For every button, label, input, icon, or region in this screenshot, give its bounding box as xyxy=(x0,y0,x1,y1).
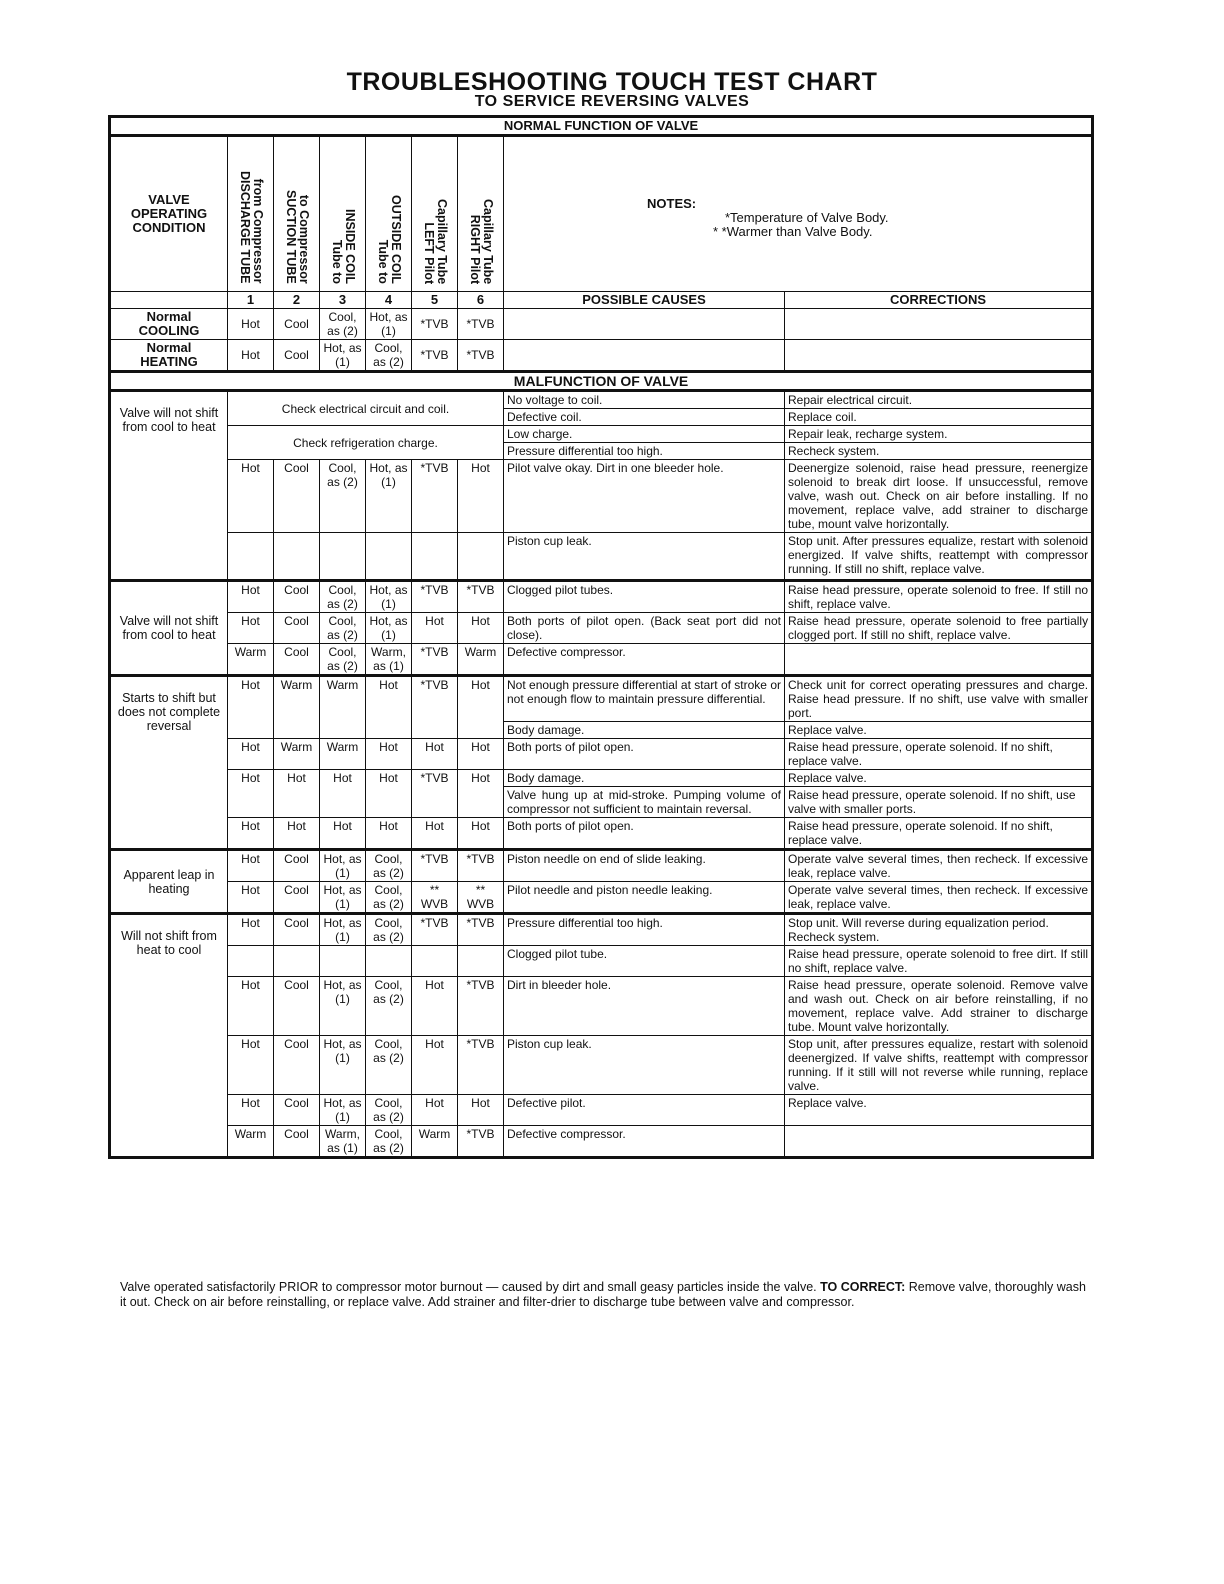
table-cell: *TVB xyxy=(458,850,504,882)
table-cell: Hot xyxy=(228,977,274,1036)
table-cell: Cool xyxy=(274,1036,320,1095)
table-cell: Warm xyxy=(228,1126,274,1158)
table-row xyxy=(110,850,1093,882)
table-cell: *TVB xyxy=(412,770,458,818)
col-number: 2 xyxy=(274,292,320,309)
table-cell: Hot xyxy=(228,818,274,850)
note-tvb: *Temperature of Valve Body. xyxy=(725,210,889,225)
table-cell: Hot, as (1) xyxy=(366,309,412,340)
table-row xyxy=(110,533,1093,581)
group-condition: Valve will not shift from cool to heat xyxy=(110,391,228,581)
table-cell: Hot xyxy=(458,460,504,533)
cause-cell: Defective coil. xyxy=(504,409,785,426)
table-cell: Hot, as (1) xyxy=(366,613,412,644)
table-cell: Warm xyxy=(320,739,366,770)
cause-cell: Dirt in bleeder hole. xyxy=(504,977,785,1036)
table-cell: Hot xyxy=(366,739,412,770)
cause-cell: Low charge. xyxy=(504,426,785,443)
table-cell: Hot xyxy=(228,676,274,739)
fix-cell: Replace valve. xyxy=(785,722,1093,739)
fix-cell: Raise head pressure, operate solenoid. If no shift, replace valve. xyxy=(785,818,1093,850)
troubleshooting-table xyxy=(108,115,1094,1159)
fix-cell: Stop unit. Will reverse during equalization period. Recheck system. xyxy=(785,914,1093,946)
table-row xyxy=(110,309,1093,340)
table-cell: Cool, as (2) xyxy=(366,340,412,372)
table-cell: Hot xyxy=(366,676,412,739)
table-cell: *TVB xyxy=(412,309,458,340)
table-row xyxy=(110,770,1093,787)
table-cell: Hot, as (1) xyxy=(320,850,366,882)
check-electrical: Check electrical circuit and coil. xyxy=(228,391,504,426)
note-wvb: * *Warmer than Valve Body. xyxy=(713,224,873,239)
table-cell: Cool xyxy=(274,460,320,533)
col-right-pilot-header: RIGHT Pilot Capillary Tube xyxy=(458,136,504,292)
table-cell: Cool, as (2) xyxy=(320,309,366,340)
table-cell: Hot xyxy=(228,850,274,882)
table-cell: Hot, as (1) xyxy=(320,914,366,946)
cause-cell: Piston cup leak. xyxy=(504,533,785,581)
table-cell: Hot xyxy=(412,1036,458,1095)
malfunction-header: MALFUNCTION OF VALVE xyxy=(110,372,1093,391)
table-cell: Cool xyxy=(274,1126,320,1158)
col-suction-header: SUCTION TUBE to Compressor xyxy=(274,136,320,292)
cause-cell: Clogged pilot tube. xyxy=(504,946,785,977)
table-cell: *TVB xyxy=(412,460,458,533)
cause-cell: Defective compressor. xyxy=(504,644,785,676)
cause-cell: No voltage to coil. xyxy=(504,391,785,409)
table-cell: Hot xyxy=(366,770,412,818)
table-cell: Hot, as (1) xyxy=(366,581,412,613)
cause-cell: Pressure differential too high. xyxy=(504,914,785,946)
col-number: 5 xyxy=(412,292,458,309)
table-cell: Hot xyxy=(458,613,504,644)
col-discharge-header: DISCHARGE TUBE from Compressor xyxy=(228,136,274,292)
fix-cell: Raise head pressure, operate solenoid to free dirt. If still no shift, replace valve. xyxy=(785,946,1093,977)
table-cell: ** WVB xyxy=(412,882,458,914)
cause-cell: Pressure differential too high. xyxy=(504,443,785,460)
table-row xyxy=(110,818,1093,850)
cause-cell: Not enough pressure differential at start of stroke or not enough flow to maintain pressure differential. xyxy=(504,676,785,722)
table-cell: Hot xyxy=(274,770,320,818)
table-row xyxy=(110,1036,1093,1095)
table-cell: Cool, as (2) xyxy=(320,460,366,533)
table-cell: Cool xyxy=(274,1095,320,1126)
col-number: 3 xyxy=(320,292,366,309)
table-cell: Hot, as (1) xyxy=(320,340,366,372)
table-cell: Cool, as (2) xyxy=(366,1095,412,1126)
cause-cell: Defective compressor. xyxy=(504,1126,785,1158)
cause-cell: Pilot needle and piston needle leaking. xyxy=(504,882,785,914)
table-cell: Hot xyxy=(458,770,504,818)
table-cell: Cool, as (2) xyxy=(320,644,366,676)
table-cell: Hot, as (1) xyxy=(320,977,366,1036)
table-cell: *TVB xyxy=(412,644,458,676)
normal-heating-label: Normal HEATING xyxy=(110,340,228,372)
table-cell: Hot xyxy=(412,818,458,850)
table-cell: Cool, as (2) xyxy=(366,1126,412,1158)
table-row xyxy=(110,391,1093,409)
fix-cell: Repair electrical circuit. xyxy=(785,391,1093,409)
group-condition: Will not shift from heat to cool xyxy=(110,914,228,1158)
normal-function-header: NORMAL FUNCTION OF VALVE xyxy=(110,117,1093,136)
table-cell: Cool xyxy=(274,644,320,676)
table-cell: Hot xyxy=(458,1095,504,1126)
table-row xyxy=(110,340,1093,372)
table-cell: Hot, as (1) xyxy=(320,1095,366,1126)
table-cell: Warm xyxy=(274,676,320,739)
table-cell: *TVB xyxy=(458,581,504,613)
fix-cell: Replace valve. xyxy=(785,1095,1093,1126)
col-outside-coil-header: Tube to OUTSIDE COIL xyxy=(366,136,412,292)
fix-cell: Operate valve several times, then recheck. If excessive leak, replace valve. xyxy=(785,850,1093,882)
table-cell: Warm xyxy=(228,644,274,676)
table-cell: Hot xyxy=(228,309,274,340)
table-cell: Hot xyxy=(228,882,274,914)
check-refrigeration: Check refrigeration charge. xyxy=(228,426,504,460)
fix-cell: Operate valve several times, then recheck. If excessive leak, replace valve. xyxy=(785,882,1093,914)
group-condition: Starts to shift but does not complete reversal xyxy=(110,676,228,850)
table-row xyxy=(110,739,1093,770)
table-cell: Hot xyxy=(412,977,458,1036)
table-cell: Hot xyxy=(458,676,504,739)
table-cell: Warm, as (1) xyxy=(366,644,412,676)
col-left-pilot-header: LEFT Pilot Capillary Tube xyxy=(412,136,458,292)
table-cell: Warm xyxy=(320,676,366,739)
footer-text: Remove valve, thoroughly wash it out. Check on air before reinstalling, or replace valve. Add strainer and filter-drier to discharge tube between valve and compressor. xyxy=(120,1280,1086,1309)
fix-cell: Raise head pressure, operate solenoid. Remove valve and wash out. Check on air before reinstalling, if no movement, replace valve. Add strainer to discharge tube. Mount valve horizontally. xyxy=(785,977,1093,1036)
fix-cell: Deenergize solenoid, raise head pressure, reenergize solenoid to break dirt loose. If unsuccessful, remove valve, wash out. Check on air before installing. If no movement, replace valve, add strainer to discharge tube, mount valve horizontally. xyxy=(785,460,1093,533)
notes-box xyxy=(504,136,1093,292)
cause-cell: Pilot valve okay. Dirt in one bleeder hole. xyxy=(504,460,785,533)
table-cell: *TVB xyxy=(458,340,504,372)
table-cell: Hot xyxy=(228,460,274,533)
column-header-row xyxy=(110,136,1093,292)
table-row xyxy=(110,1126,1093,1158)
table-row xyxy=(110,914,1093,946)
group-condition: Apparent leap in heating xyxy=(110,850,228,914)
table-cell: Cool xyxy=(274,581,320,613)
table-cell: Hot xyxy=(228,770,274,818)
table-cell: Hot xyxy=(228,340,274,372)
table-cell: Cool, as (2) xyxy=(366,977,412,1036)
condition-header: VALVE OPERATING CONDITION xyxy=(110,136,228,292)
normal-cooling-label: Normal COOLING xyxy=(110,309,228,340)
fix-cell: Stop unit, after pressures equalize, restart with solenoid deenergized. If valve shifts, reattempt with compressor running. If it still will not reverse while running, replace valve. xyxy=(785,1036,1093,1095)
table-row xyxy=(110,882,1093,914)
fix-cell: Recheck system. xyxy=(785,443,1093,460)
chart-subtitle: TO SERVICE REVERSING VALVES xyxy=(474,93,750,110)
cause-cell: Valve hung up at mid-stroke. Pumping volume of compressor not sufficient to maintain reversal. xyxy=(504,787,785,818)
table-cell: Hot xyxy=(228,581,274,613)
table-row xyxy=(110,946,1093,977)
group-condition: Valve will not shift from cool to heat xyxy=(110,581,228,676)
possible-causes-header: POSSIBLE CAUSES xyxy=(504,292,785,309)
table-cell: *TVB xyxy=(458,1126,504,1158)
table-cell: Cool xyxy=(274,340,320,372)
table-cell: Cool xyxy=(274,309,320,340)
table-cell: Hot xyxy=(320,770,366,818)
table-cell: *TVB xyxy=(458,1036,504,1095)
table-cell: Hot, as (1) xyxy=(320,1036,366,1095)
fix-cell xyxy=(785,1126,1093,1158)
table-row xyxy=(110,613,1093,644)
table-row xyxy=(110,676,1093,722)
cause-cell: Clogged pilot tubes. xyxy=(504,581,785,613)
table-cell: Hot xyxy=(366,818,412,850)
fix-cell: Replace valve. xyxy=(785,770,1093,787)
table-cell: Cool, as (2) xyxy=(366,1036,412,1095)
table-cell: Cool, as (2) xyxy=(366,850,412,882)
col-inside-coil-header: Tube to INSIDE COIL xyxy=(320,136,366,292)
fix-cell xyxy=(785,644,1093,676)
table-cell: Hot xyxy=(458,818,504,850)
table-cell: *TVB xyxy=(412,581,458,613)
table-cell: Hot xyxy=(412,613,458,644)
table-cell: *TVB xyxy=(458,977,504,1036)
cause-cell: Body damage. xyxy=(504,722,785,739)
table-cell: *TVB xyxy=(458,309,504,340)
table-cell: *TVB xyxy=(412,340,458,372)
table-row xyxy=(110,644,1093,676)
chart-title: TROUBLESHOOTING TOUCH TEST CHART xyxy=(346,68,878,96)
table-row xyxy=(110,581,1093,613)
fix-cell: Check unit for correct operating pressures and charge. Raise head pressure. If no shift, use valve with smaller port. xyxy=(785,676,1093,722)
table-cell: *TVB xyxy=(412,676,458,739)
table-cell: Hot xyxy=(228,1095,274,1126)
corrections-header: CORRECTIONS xyxy=(785,292,1093,309)
table-cell: Hot xyxy=(412,739,458,770)
fix-cell: Raise head pressure, operate solenoid to free partially clogged port. If still no shift, replace valve. xyxy=(785,613,1093,644)
table-cell: Warm, as (1) xyxy=(320,1126,366,1158)
table-cell: Cool xyxy=(274,977,320,1036)
notes-title: NOTES: xyxy=(647,196,697,211)
table-row xyxy=(110,977,1093,1036)
fix-cell: Raise head pressure, operate solenoid to free. If still no shift, replace valve. xyxy=(785,581,1093,613)
fix-cell: Raise head pressure, operate solenoid. If no shift, use valve with smaller ports. xyxy=(785,787,1093,818)
cause-cell: Both ports of pilot open. xyxy=(504,739,785,770)
table-cell: Hot xyxy=(412,1095,458,1126)
col-number: 4 xyxy=(366,292,412,309)
table-cell: Hot xyxy=(228,739,274,770)
col-number: 6 xyxy=(458,292,504,309)
table-cell: Cool, as (2) xyxy=(320,581,366,613)
table-cell: Warm xyxy=(274,739,320,770)
table-cell: Hot, as (1) xyxy=(366,460,412,533)
table-cell: Hot xyxy=(228,914,274,946)
fix-cell: Repair leak, recharge system. xyxy=(785,426,1093,443)
table-cell: Cool, as (2) xyxy=(366,882,412,914)
table-cell: *TVB xyxy=(412,850,458,882)
table-row xyxy=(110,1095,1093,1126)
table-cell: Hot xyxy=(228,613,274,644)
cause-cell: Piston needle on end of slide leaking. xyxy=(504,850,785,882)
table-cell: *TVB xyxy=(412,914,458,946)
footer-label: TO CORRECT: xyxy=(820,1280,906,1294)
table-cell: Cool, as (2) xyxy=(366,914,412,946)
table-cell: *TVB xyxy=(458,914,504,946)
column-number-row xyxy=(110,292,1093,309)
table-cell: Cool xyxy=(274,613,320,644)
cause-cell: Piston cup leak. xyxy=(504,1036,785,1095)
table-cell: Cool xyxy=(274,850,320,882)
table-cell: ** WVB xyxy=(458,882,504,914)
table-cell: Hot xyxy=(458,739,504,770)
footer-note xyxy=(120,1280,1092,1310)
fix-cell: Replace coil. xyxy=(785,409,1093,426)
table-cell: Warm xyxy=(458,644,504,676)
table-cell: Cool, as (2) xyxy=(320,613,366,644)
table-row xyxy=(110,426,1093,443)
table-cell: Hot xyxy=(320,818,366,850)
fix-cell: Raise head pressure, operate solenoid. If no shift, replace valve. xyxy=(785,739,1093,770)
table-cell: Hot, as (1) xyxy=(320,882,366,914)
cause-cell: Body damage. xyxy=(504,770,785,787)
fix-cell: Stop unit. After pressures equalize, restart with solenoid energized. If valve shifts, reattempt with compressor running. If still no shift, replace valve. xyxy=(785,533,1093,581)
cause-cell: Both ports of pilot open. xyxy=(504,818,785,850)
table-cell: Cool xyxy=(274,882,320,914)
table-cell: Warm xyxy=(412,1126,458,1158)
table-cell: Hot xyxy=(274,818,320,850)
cause-cell: Both ports of pilot open. (Back seat port did not close). xyxy=(504,613,785,644)
footer-text: Valve operated satisfactorily PRIOR to compressor motor burnout — caused by dirt and small geasy particles inside the valve. xyxy=(120,1280,817,1294)
table-row xyxy=(110,460,1093,533)
col-number: 1 xyxy=(228,292,274,309)
table-cell: Cool xyxy=(274,914,320,946)
table-cell: Hot xyxy=(228,1036,274,1095)
cause-cell: Defective pilot. xyxy=(504,1095,785,1126)
